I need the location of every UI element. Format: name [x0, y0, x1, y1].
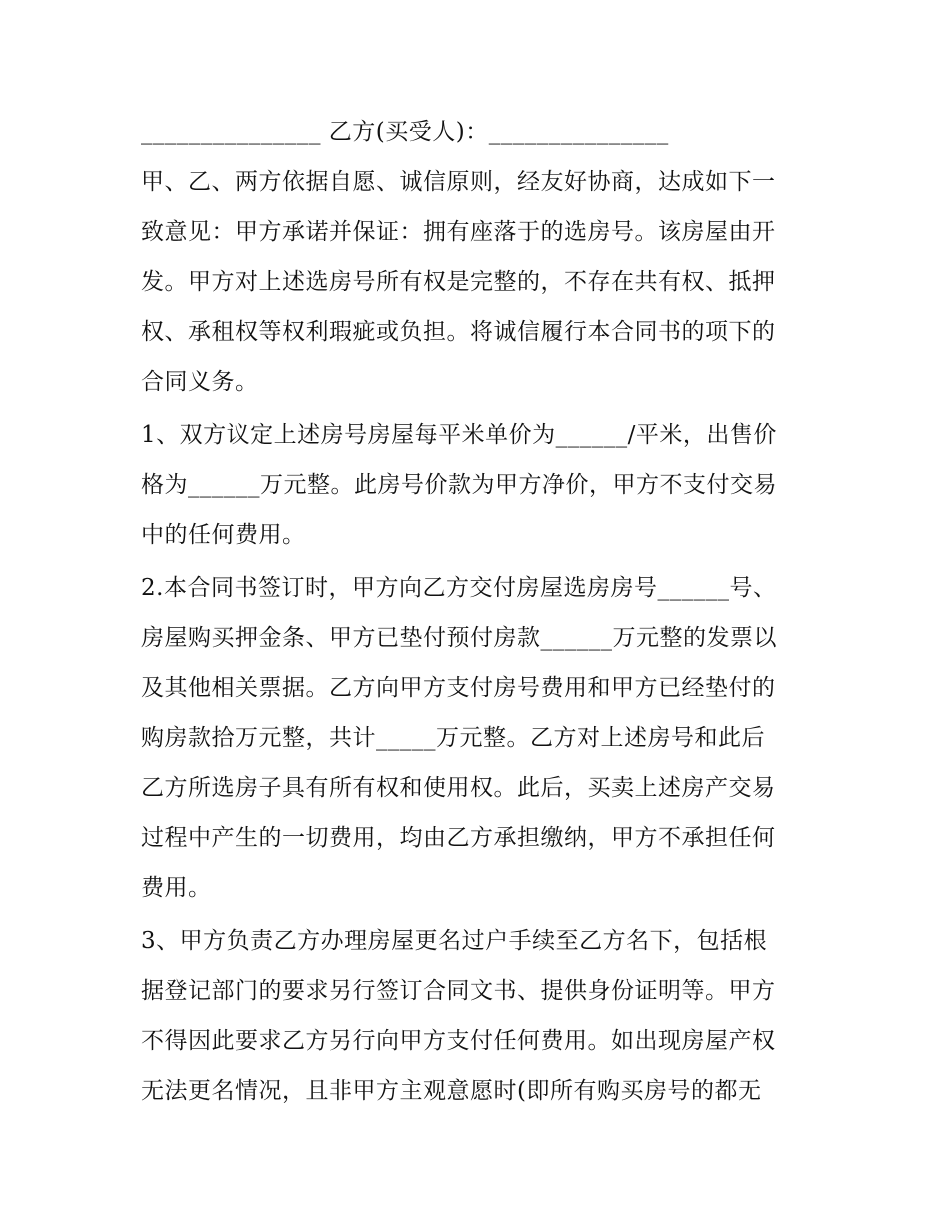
header-signature-line: _______________ 乙方(买受人)：_______________ — [141, 119, 669, 145]
contract-line: 不得因此要求乙方另行向甲方支付任何费用。如出现房屋产权 — [141, 1028, 776, 1054]
contract-line: 2.本合同书签订时，甲方向乙方交付房屋选房房号______号、 — [141, 575, 777, 601]
contract-line: 房屋购买押金条、甲方已垫付预付房款______万元整的发票以 — [141, 625, 777, 651]
contract-line: 发。甲方对上述选房号所有权是完整的，不存在共有权、抵押 — [141, 269, 776, 295]
contract-line: 甲、乙、两方依据自愿、诚信原则，经友好协商，达成如下一 — [141, 169, 776, 195]
contract-line: 权、承租权等权利瑕疵或负担。将诚信履行本合同书的项下的 — [141, 319, 776, 345]
contract-line: 据登记部门的要求另行签订合同文书、提供身份证明等。甲方 — [141, 978, 776, 1004]
contract-line: 格为______万元整。此房号价款为甲方净价，甲方不支付交易 — [141, 472, 777, 498]
contract-line: 费用。 — [141, 875, 212, 901]
contract-line: 购房款拾万元整，共计_____万元整。乙方对上述房号和此后 — [141, 725, 765, 751]
contract-line: 无法更名情况，且非甲方主观意愿时(即所有购买房号的都无 — [141, 1078, 762, 1104]
contract-line: 中的任何费用。 — [141, 522, 306, 548]
contract-line: 及其他相关票据。乙方向甲方支付房号费用和甲方已经垫付的 — [141, 675, 776, 701]
contract-line: 合同义务。 — [141, 369, 259, 395]
contract-line: 过程中产生的一切费用，均由乙方承担缴纳，甲方不承担任何 — [141, 825, 776, 851]
contract-line: 致意见：甲方承诺并保证：拥有座落于的选房号。该房屋由开 — [141, 219, 776, 245]
contract-line: 3、甲方负责乙方办理房屋更名过户手续至乙方名下，包括根 — [141, 928, 768, 954]
contract-line: 1、双方议定上述房号房屋每平米单价为______/平米，出售价 — [141, 422, 777, 448]
contract-line: 乙方所选房子具有所有权和使用权。此后，买卖上述房产交易 — [141, 775, 776, 801]
